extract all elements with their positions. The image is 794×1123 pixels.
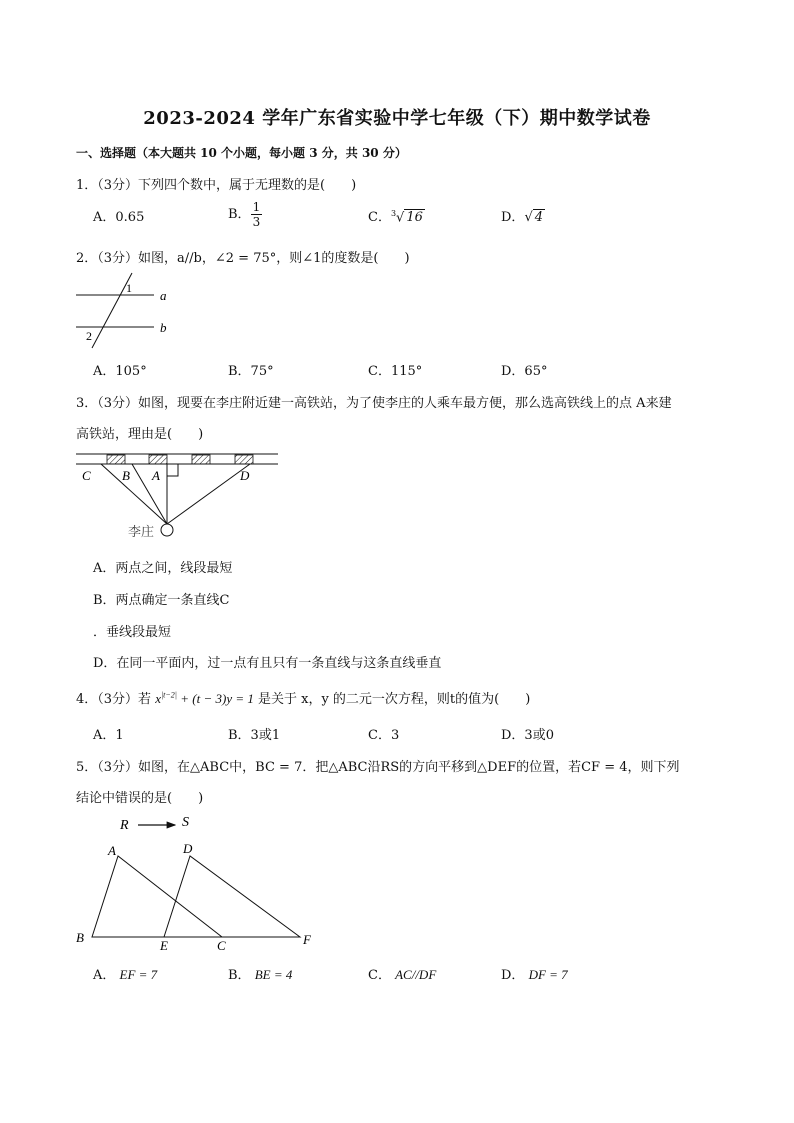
q4-option-d: D．3或0 bbox=[501, 728, 554, 743]
q5-option-b-prefix: B． bbox=[228, 968, 251, 983]
q3-stem-line1: 3．（3分）如图，现要在李庄附近建一高铁站，为了使李庄的人乘车最方便，那么选高铁线上的点 A来建 bbox=[76, 396, 672, 411]
hatch-block bbox=[149, 455, 167, 464]
q3-railway-figure bbox=[74, 448, 284, 544]
label-e: E bbox=[160, 938, 168, 953]
hatch-block bbox=[235, 455, 253, 464]
q1-option-c bbox=[368, 206, 425, 225]
q5-stem-line2: 结论中错误的是( ) bbox=[76, 791, 204, 806]
q4-exponent: |t−2| bbox=[160, 690, 177, 700]
q4-stem-prefix: 4．（3分）若 bbox=[76, 692, 156, 707]
village-marker bbox=[161, 524, 173, 536]
q2-option-d: D．65° bbox=[501, 364, 548, 379]
exam-title: 2023-2024 学年广东省实验中学七年级（下）期中数学试卷 bbox=[143, 108, 651, 129]
triangle-def bbox=[164, 856, 300, 937]
section-heading: 一、选择题（本大题共 10 个小题，每小题 3 分，共 30 分） bbox=[76, 146, 407, 160]
q1-option-c-prefix: C． bbox=[368, 210, 391, 225]
label-s: S bbox=[182, 815, 189, 830]
label-a: a bbox=[160, 288, 167, 303]
radicand: 4 bbox=[534, 210, 544, 225]
label-c: C bbox=[82, 468, 91, 483]
q4-option-b: B．3或1 bbox=[228, 728, 281, 743]
q5-option-a bbox=[93, 964, 157, 983]
q5-option-c-expr: AC//DF bbox=[395, 967, 437, 982]
q5-option-a-prefix: A． bbox=[93, 968, 116, 983]
cube-root-sign: $^3$√ 16 bbox=[390, 208, 423, 225]
q1-option-b-prefix: B． bbox=[228, 207, 251, 222]
q1-option-d-prefix: D． bbox=[501, 210, 525, 225]
q5-option-c-prefix: C． bbox=[368, 968, 391, 983]
q5-option-d bbox=[501, 964, 568, 983]
angle-2-label: 2 bbox=[86, 329, 92, 343]
q3-option-a: A．两点之间，线段最短 bbox=[93, 561, 233, 576]
q5-option-b bbox=[228, 964, 292, 983]
q4-base: x bbox=[155, 691, 161, 706]
q4-stem-suffix: 是关于 x，y 的二元一次方程，则t的值为( ) bbox=[253, 692, 531, 707]
fraction-denominator: 3 bbox=[252, 215, 261, 229]
q1-option-a: A．0.65 bbox=[93, 210, 145, 225]
root-index: 3 bbox=[390, 208, 397, 218]
q2-option-c: C．115° bbox=[368, 364, 423, 379]
q5-option-d-expr: DF = 7 bbox=[528, 967, 568, 982]
q2-option-a: A．105° bbox=[93, 364, 147, 379]
label-b: b bbox=[160, 320, 167, 335]
triangle-abc bbox=[92, 856, 222, 937]
village-label: 李庄 bbox=[128, 525, 155, 540]
label-d: D bbox=[183, 841, 193, 856]
label-a: A bbox=[108, 843, 116, 858]
label-f: F bbox=[303, 932, 311, 947]
label-b: B bbox=[76, 930, 84, 945]
q3-option-d: D．在同一平面内，过一点有且只有一条直线与这条直线垂直 bbox=[93, 656, 442, 671]
q4-equation: + (t − 3)y = 1 bbox=[177, 691, 254, 706]
q4-stem bbox=[76, 688, 530, 707]
q5-option-a-expr: EF = 7 bbox=[119, 967, 158, 982]
q4-option-a: A．1 bbox=[93, 728, 124, 743]
q5-stem-line1: 5．（3分）如图，在△ABC中，BC = 7．把△ABC沿RS的方向平移到△DEF的位置，若CF = 4，则下列 bbox=[76, 760, 680, 775]
q5-option-d-prefix: D． bbox=[501, 968, 525, 983]
q1-stem: 1．（3分）下列四个数中，属于无理数的是( ) bbox=[76, 178, 357, 193]
q5-option-b-expr: BE = 4 bbox=[254, 967, 293, 982]
label-d: D bbox=[240, 468, 250, 483]
label-c: C bbox=[217, 938, 226, 953]
segment-to-d bbox=[167, 464, 250, 524]
q1-option-d bbox=[501, 206, 545, 225]
label-b: B bbox=[122, 468, 130, 483]
square-root-sign: √ 4 bbox=[524, 210, 544, 225]
right-angle-mark bbox=[167, 464, 178, 476]
hatch-block bbox=[192, 455, 210, 464]
fraction-numerator: 1 bbox=[252, 200, 261, 214]
q5-translation-figure bbox=[72, 810, 322, 955]
label-r: R bbox=[120, 818, 129, 833]
q3-option-b: B．两点确定一条直线C bbox=[93, 593, 230, 608]
segment-to-b bbox=[132, 464, 167, 524]
q1-option-b bbox=[228, 200, 262, 229]
q3-stem-line2: 高铁站，理由是( ) bbox=[76, 427, 204, 442]
label-a: A bbox=[152, 468, 160, 483]
radicand: 16 bbox=[406, 210, 423, 225]
q2-option-b: B．75° bbox=[228, 364, 274, 379]
q5-option-c bbox=[368, 964, 436, 983]
q1-option-b-fraction bbox=[251, 200, 263, 229]
q3-option-c: ．垂线段最短 bbox=[93, 625, 172, 640]
q4-option-c: C．3 bbox=[368, 728, 400, 743]
angle-1-label: 1 bbox=[126, 281, 132, 295]
q2-parallel-lines-figure bbox=[74, 270, 184, 350]
q2-stem: 2．（3分）如图，a//b，∠2 = 75°，则∠1的度数是( ) bbox=[76, 251, 410, 266]
hatch-block bbox=[107, 455, 125, 464]
